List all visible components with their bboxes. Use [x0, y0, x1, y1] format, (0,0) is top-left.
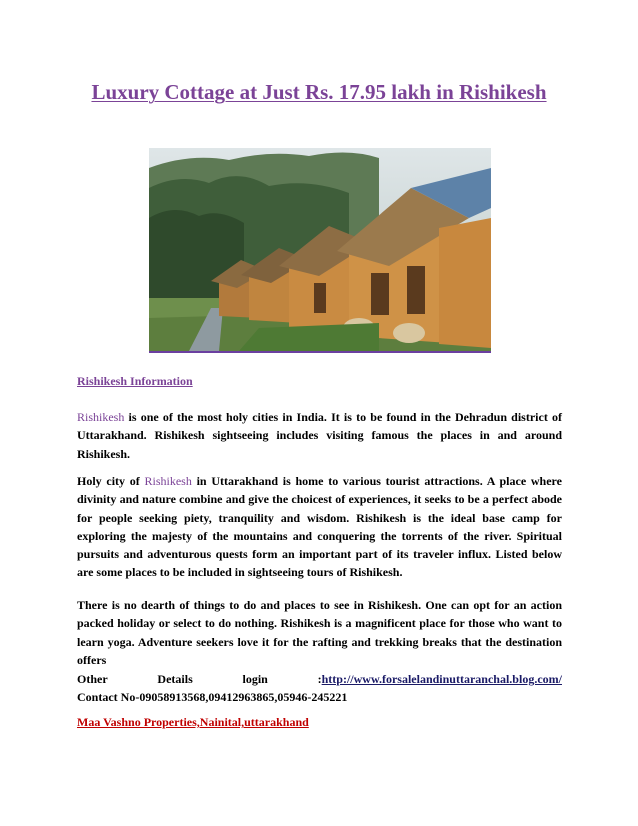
contact-line: Contact No-09058913568,09412963865,05946-245221: [77, 690, 348, 704]
paragraph-2: [77, 472, 562, 582]
paragraph-2-text: in Uttarakhand is home to various tourist attractions. A place where divinity and nature combine and give the choicest of experiences, it seeks to be a perfect abode for people seeking piety, tranquility and wisdom. Rishikesh is the ideal base camp for exploring the majesty of the mountains and conquering the torrents of the river. Spiritual pursuits and adventurous quests form an important part of its traveler influx. Listed below are some places to be included in sightseeing tours of Rishikesh.: [77, 474, 562, 580]
paragraph-3: There is no dearth of things to do and places to see in Rishikesh. One can opt for an action packed holiday or select to do nothing. Rishikesh is a magnificent place for those who want to learn yoga. Adventure seekers love it for the rafting and trekking breaks that the destination offers: [77, 598, 562, 667]
details-url-group: [318, 670, 562, 688]
section-heading: Rishikesh Information: [77, 374, 193, 388]
details-word-other: Other: [77, 672, 108, 686]
photo-underline: [149, 351, 491, 353]
details-colon: :: [317, 672, 322, 686]
rishikesh-link-2[interactable]: Rishikesh: [144, 474, 192, 488]
company-name: Maa Vashno Properties,Nainital,uttarakhand: [77, 715, 309, 729]
details-word-login: login: [242, 672, 268, 686]
rishikesh-link[interactable]: Rishikesh: [77, 410, 125, 424]
cottage-photo: [149, 148, 491, 351]
details-line: [77, 670, 562, 688]
document-title: Luxury Cottage at Just Rs. 17.95 lakh in Rishikesh: [91, 80, 547, 104]
paragraph-1-text: is one of the most holy cities in India. It is to be found in the Dehradun district of Uttarakhand. Rishikesh sightseeing includes visiting famous the places in and around Rishikesh.: [77, 410, 562, 461]
blog-link[interactable]: http://www.forsalelandinuttaranchal.blog.com/: [321, 672, 562, 686]
details-word-details: Details: [157, 672, 193, 686]
paragraph-1: [77, 408, 562, 463]
paragraph-2-before: Holy city of: [77, 474, 145, 488]
